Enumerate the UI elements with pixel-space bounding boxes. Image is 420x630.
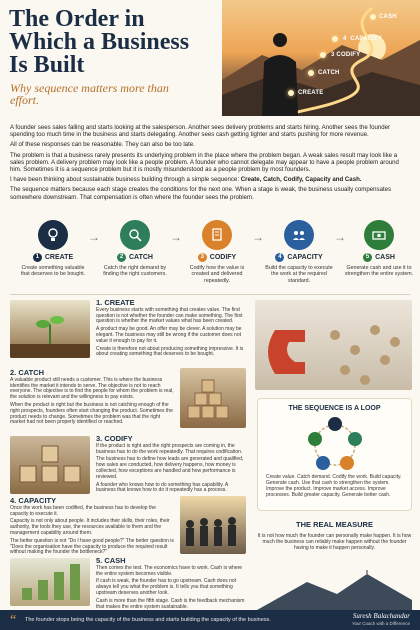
step-title xyxy=(344,253,414,262)
milestone-dot xyxy=(370,14,376,20)
page-title: The Order in Which a Business Is Built xyxy=(9,6,190,78)
blocks-image xyxy=(180,368,246,428)
page-subtitle: Why sequence matters more than effort. xyxy=(10,81,169,107)
arrow-right-icon: → xyxy=(252,230,264,244)
section-paragraph: Create is therefore not about producing something impressive. It is about creating something that deserves to be bought. xyxy=(96,345,244,358)
section-catch xyxy=(10,370,175,428)
step-name: CODIFY xyxy=(209,254,237,261)
milestone-label xyxy=(331,52,360,58)
intro-paragraph: The problem is that a business rarely presents its underlying problem in the place where the problem began. A weak sales result may look like a sales problem. A delivery problem may look like a people problem. A founder who cannot delegate may appear to have a people problem around him. Sometimes it is a sequence problem but it is mostly misunderstood as a people problem by most founders. xyxy=(10,151,399,174)
process-cubes-icon xyxy=(10,436,90,494)
author-tagline: Your Coach with a Difference xyxy=(351,621,410,626)
milestone-dot xyxy=(332,36,338,42)
mountain-flag-icon xyxy=(257,570,412,610)
team-image xyxy=(180,496,246,554)
section-paragraph: Then comes the test. The economics have to work. Cash is where the entire system becomes visible. xyxy=(96,564,243,577)
footer xyxy=(0,610,420,630)
milestone-dot xyxy=(308,70,314,76)
milestone-dot xyxy=(288,90,294,96)
section-heading: 1. CREATE xyxy=(96,298,135,307)
loop-diagram xyxy=(305,415,365,473)
step-title xyxy=(182,253,252,262)
section-paragraph: When the product is right but the business is not catching enough of the right prospects, founders often start changing the product. Sometimes the product needs to change. Sometimes the problem was that the right market had not been properly identified or reached. xyxy=(10,401,173,426)
step-number: 2 xyxy=(117,253,126,262)
section-paragraph: The business has to define how leads are generated and qualified, how sales are conducted, how delivery happens, how money is collected, how exceptions are handled and how performance is reviewed. xyxy=(96,456,244,480)
section-paragraph: Cash is more than the fifth stage. Cash is the feedback mechanism that makes the entire system sustainable. xyxy=(96,597,245,610)
cash-image xyxy=(10,558,90,606)
magnet-image xyxy=(255,300,412,390)
author-signature: Suresh Balachandar xyxy=(352,612,410,620)
real-measure-title: THE REAL MEASURE xyxy=(296,520,373,529)
arrow-right-icon: → xyxy=(88,230,100,244)
loop-title: THE SEQUENCE IS A LOOP xyxy=(288,405,381,412)
section-paragraph: A product may be good. An offer may be clever. A solution may be elegant. The business may still be wrong if the customer does not value it enough to pay for it. xyxy=(96,326,242,344)
step-name: CATCH xyxy=(129,254,153,261)
section-heading: 3. CODIFY xyxy=(96,434,133,443)
milestone-label xyxy=(343,36,382,42)
step-description: Catch the right demand by finding the right customers. xyxy=(103,265,167,278)
loop-description: Create value. Catch demand. Codify the work. Build capacity. Generate cash. Use that cash to strengthen the system. Improve the product. Improve market access. Improve processes. Build greater capacity. Generate better cash. xyxy=(266,474,402,498)
magnet-icon xyxy=(255,300,412,390)
milestone-text: CODIFY xyxy=(336,52,361,58)
intro-lead: I have been thinking about sustainable business building through a simple sequence: xyxy=(10,176,240,184)
lightbulb-icon xyxy=(38,220,68,250)
arrow-right-icon: → xyxy=(334,230,346,244)
section-paragraph: Once the work has been codified, the business has to develop the capacity to execute it. xyxy=(10,504,156,517)
milestone-dot xyxy=(320,52,326,58)
step-codify xyxy=(182,220,252,284)
money-icon xyxy=(364,220,394,250)
people-icon xyxy=(316,456,330,470)
step-description: Build the capacity to execute the work at the required standard. xyxy=(265,265,333,284)
search-icon xyxy=(348,432,362,446)
intro-paragraph: A founder sees sales falling and starts looking at the salesperson. Another sees delivery problems and starts hiring. Another sees the founder spending too much time in the business and starts delegating. Another sees cash getting tighter and starts pushing for more revenue. xyxy=(10,124,391,139)
section-heading: 4. CAPACITY xyxy=(10,496,57,505)
mountain-summit-image xyxy=(257,570,412,610)
milestone-label: CREATE xyxy=(298,90,324,96)
section-paragraph: A founder who knows how to do something has capability. A business that knows how to do it repeatedly has a process. xyxy=(96,481,228,494)
step-number: 4 xyxy=(275,253,284,262)
intro-paragraph: All of these responses can be reasonable. They can also be too late. xyxy=(10,141,195,149)
step-number: 1 xyxy=(33,253,42,262)
step-cash xyxy=(344,220,414,278)
hero-banner xyxy=(0,0,420,118)
money-icon xyxy=(308,432,322,446)
person-silhouette-icon xyxy=(262,33,298,116)
section-heading: 2. CATCH xyxy=(10,368,45,377)
section-codify xyxy=(96,436,246,496)
step-title xyxy=(100,253,170,262)
footer-quote: The founder stops being the capacity of the business and starts building the capacity of the business. xyxy=(25,617,271,623)
section-paragraph: Every business starts with something that creates value. The first question is not whether the founder can make something. The first question is whether the market values what has been created. xyxy=(96,306,243,325)
document-gear-icon xyxy=(340,456,354,470)
quote-icon: “ xyxy=(10,613,17,628)
step-description: Codify how the value is created and delivered repeatedly. xyxy=(189,265,245,284)
intro-text xyxy=(10,124,410,204)
people-icon xyxy=(284,220,314,250)
people-group-icon xyxy=(180,496,246,554)
step-number: 5 xyxy=(363,253,372,262)
divider xyxy=(10,294,410,295)
milestone-text: CAPACITY xyxy=(350,36,383,42)
section-heading: 5. CASH xyxy=(96,556,126,565)
milestone-label: CASH xyxy=(379,14,397,20)
wooden-blocks-icon xyxy=(180,368,246,428)
seedling-image xyxy=(10,300,90,358)
section-paragraph: The better question is not "Do I have good people?" The better question is "Does the organisation have the capacity to produce the required result without making the founder the bottleneck?" xyxy=(10,537,174,556)
sequence-steps xyxy=(8,220,412,290)
step-name: CAPACITY xyxy=(287,254,323,261)
step-number: 3 xyxy=(198,253,207,262)
section-capacity xyxy=(10,498,175,558)
section-paragraph: If the product is right and the right prospects are coming in, the business has to do the work repeatedly. That requires codification. xyxy=(96,442,243,455)
intro-paragraph xyxy=(10,176,410,183)
real-measure-text: It is not how much the founder can personally make happen. It is how much the business can reliably make happen without the founder having to make it happen personally. xyxy=(257,533,412,551)
step-description: Create something valuable that deserves to be bought. xyxy=(20,265,86,278)
step-create xyxy=(18,220,88,278)
step-title xyxy=(18,253,88,262)
section-create xyxy=(96,300,246,360)
step-name: CASH xyxy=(375,254,395,261)
milestone-number: 4 xyxy=(343,36,347,42)
step-title xyxy=(264,253,334,262)
intro-paragraph: The sequence matters because each stage creates the conditions for the next one. When a stage is weak, the business usually compensates somewhere downstream. That compensation is often where the founder sees the problem. xyxy=(10,186,392,201)
intro-bold: Create, Catch, Codify, Capacity and Cash. xyxy=(240,176,362,184)
document-gear-icon xyxy=(202,220,232,250)
lightbulb-icon xyxy=(328,417,342,431)
cubes-image xyxy=(10,436,90,494)
section-paragraph: Capacity is not only about people. It includes their skills, their roles, their authority, the tools they use, the resources available to them and the management capability around them. xyxy=(10,518,170,536)
step-capacity xyxy=(264,220,334,284)
money-growth-icon xyxy=(10,558,90,606)
plant-icon xyxy=(10,300,90,358)
section-paragraph: If cash is weak, the founder has to go upstream. Cash does not always tell you what the problem is. It tells you that something upstream deserves another look. xyxy=(96,578,237,596)
arrow-right-icon: → xyxy=(170,230,182,244)
real-measure xyxy=(257,520,412,551)
section-paragraph: A valuable product still needs a customer. This is where the business identifies the market it intends to serve. The objective is not to reach everyone. The objective is to find the people for whom the problem is real, the solution is relevant and the willingness to pay exists. xyxy=(10,376,174,401)
milestone-number: 3 xyxy=(331,52,335,58)
step-description: Generate cash and use it to strengthen the entire system. xyxy=(344,265,414,278)
hero-image xyxy=(222,0,420,116)
step-catch xyxy=(100,220,170,278)
search-icon xyxy=(120,220,150,250)
step-name: CREATE xyxy=(44,254,74,261)
sequence-loop-box xyxy=(257,398,412,511)
section-cash xyxy=(96,558,246,612)
milestone-label: CATCH xyxy=(318,70,340,76)
